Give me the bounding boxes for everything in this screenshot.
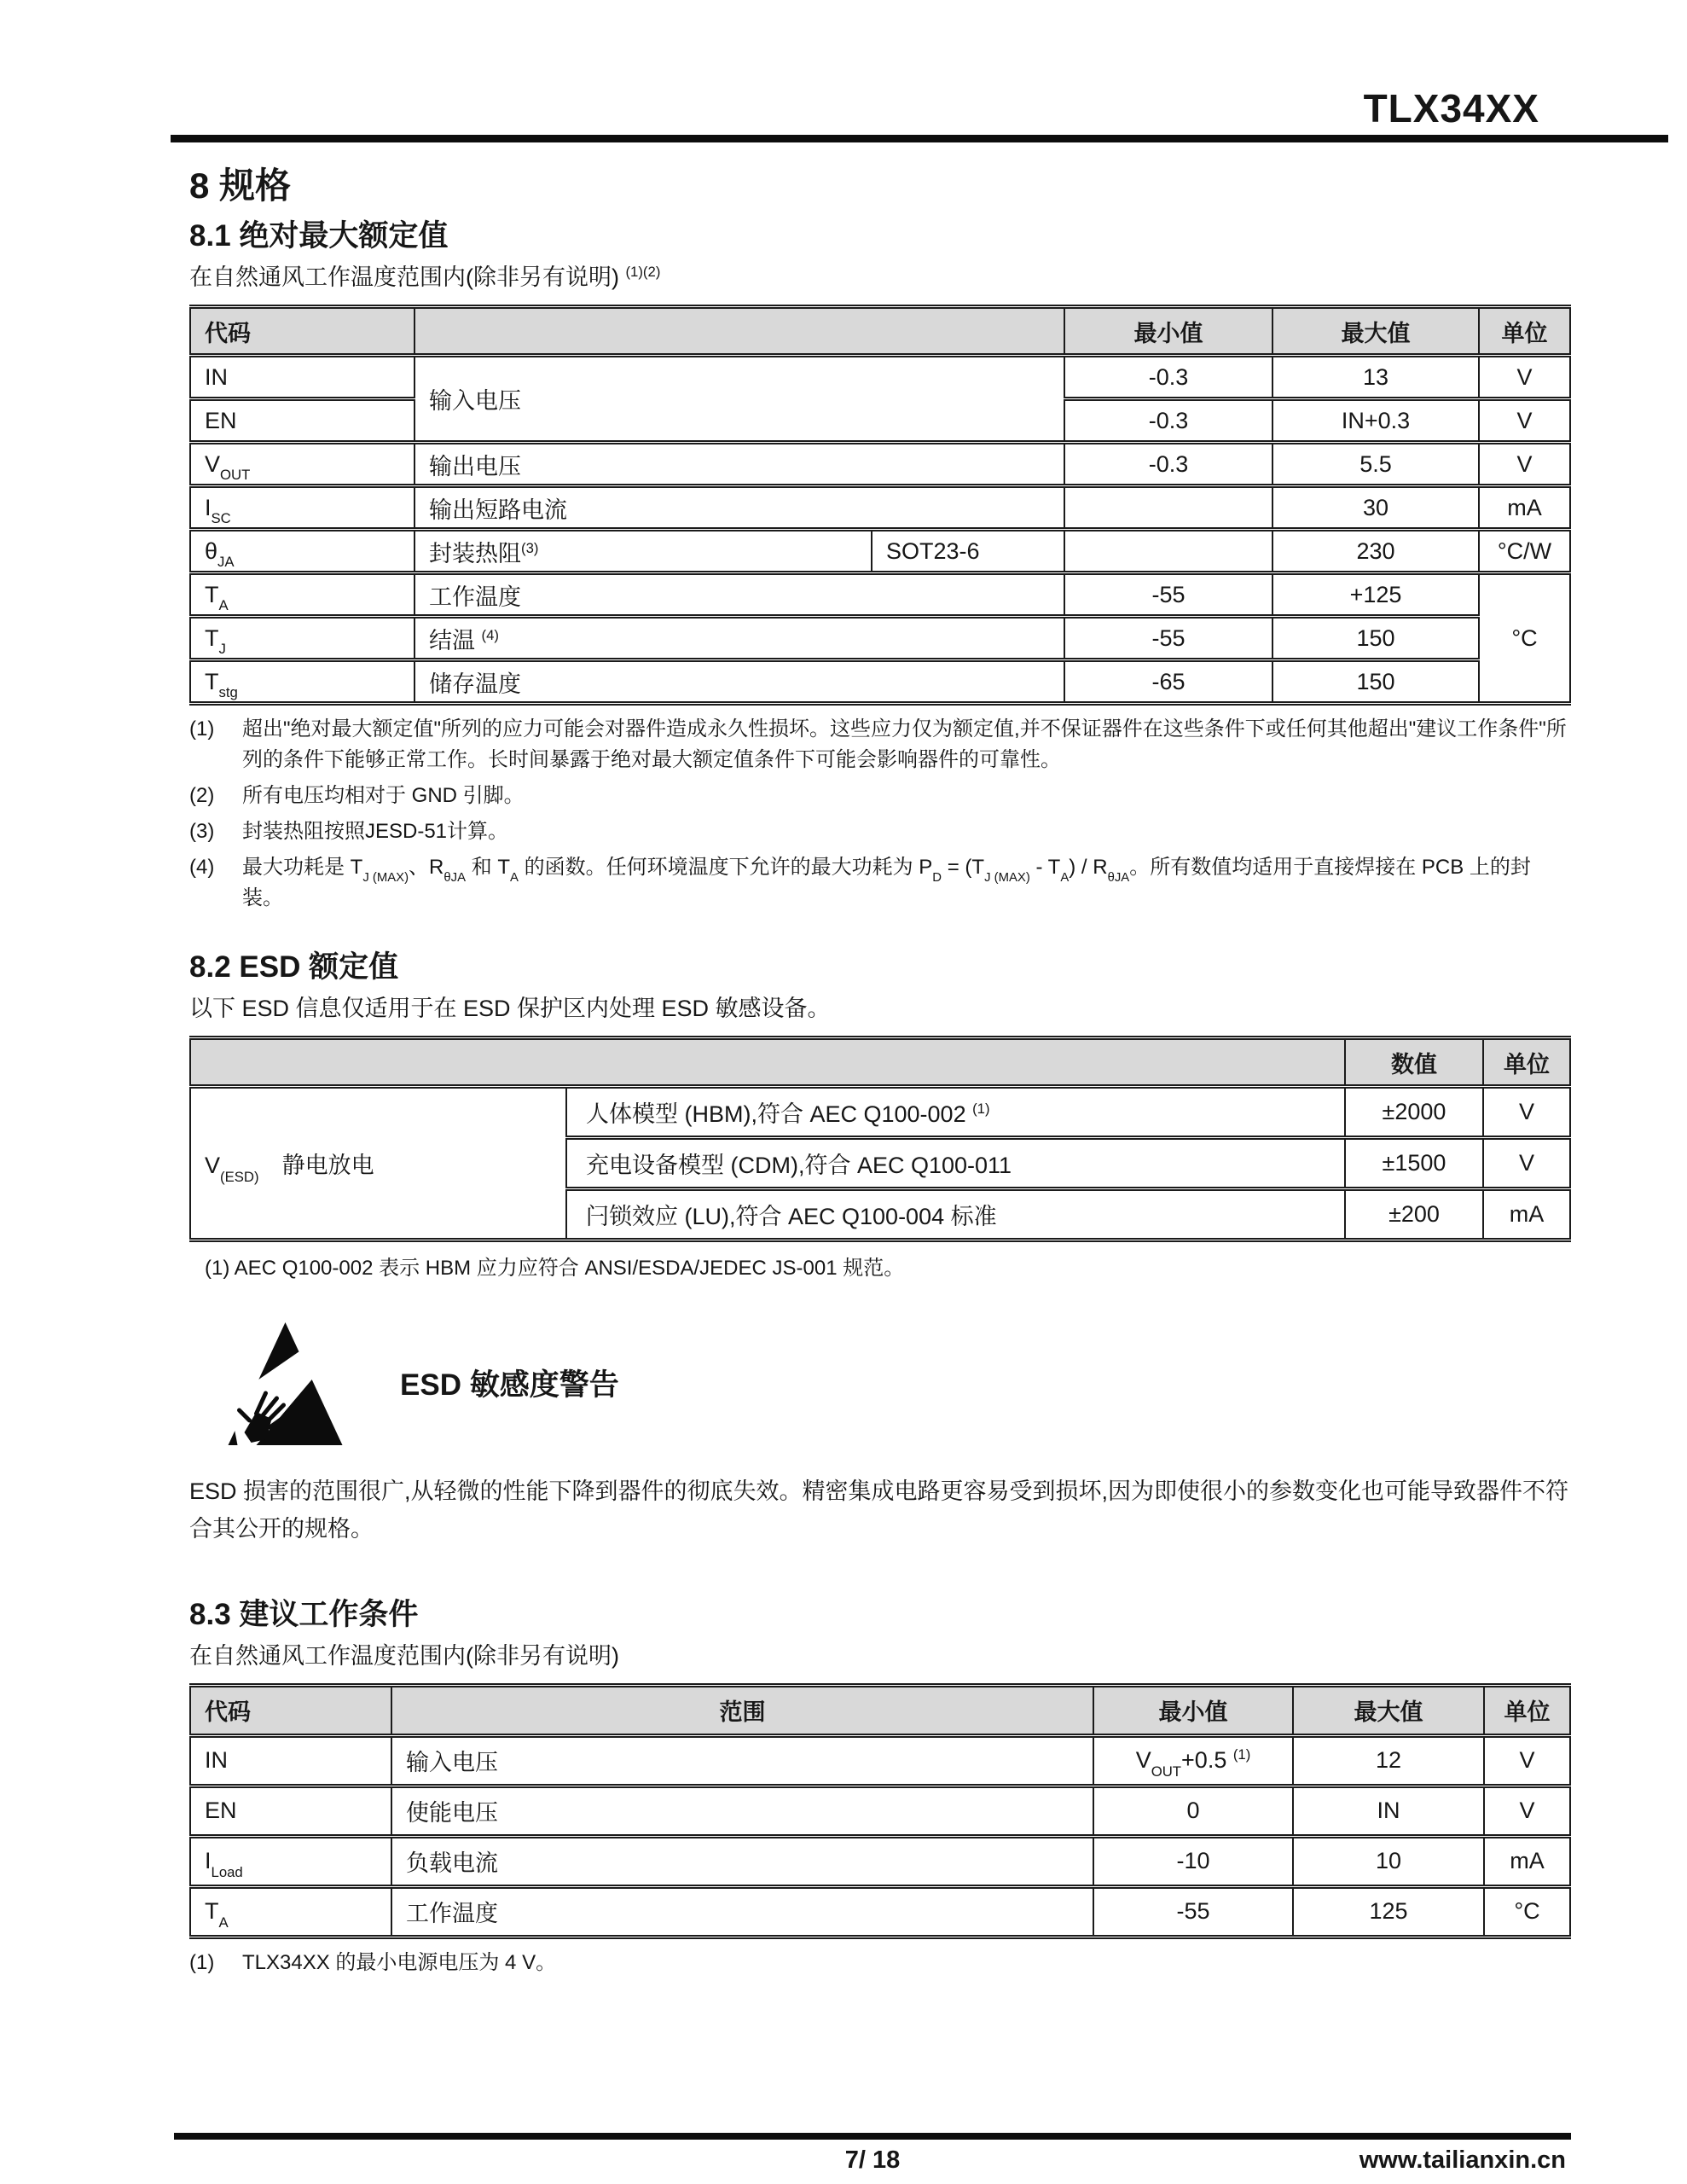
cell-unit: V [1479, 443, 1570, 486]
cell-unit: °C/W [1479, 530, 1570, 573]
cell-max: 5.5 [1272, 443, 1479, 486]
cell-desc-latchup: 闩锁效应 (LU),符合 AEC Q100-004 标准 [566, 1189, 1345, 1240]
cell-min: $V_{OUT}+0.5$ $^{(1)}$ [1093, 1735, 1293, 1786]
table-header-row [190, 1038, 1570, 1087]
cell-code-iload: $I_{Load}$ [190, 1836, 391, 1886]
footer-page-number: 7/ 18 [844, 2146, 901, 2174]
col-header-code: 代码 [190, 1685, 391, 1735]
cell-min: -55 [1093, 1886, 1293, 1937]
footnote-3 [189, 816, 1569, 847]
cell-range-load-current: 负载电流 [391, 1836, 1093, 1886]
footnote-text: 超出"绝对最大额定值"所列的应力可能会对器件造成永久性损坏。这些应力仅为额定值,并不保证器件在这些条件下或任何其他超出"建议工作条件"所列的条件下能够正常工作。长时间暴露于绝对最大额定值条件下可能会影响器件的可靠性。 [242, 717, 1567, 772]
cell-desc-thermal-resistance: 封装热阻$^{(3)}$ [415, 530, 872, 573]
cell-vesd-label: $V_{(ESD)}$ 静电放电 [190, 1087, 566, 1240]
footnote-1 [189, 714, 1569, 775]
cell-code-en: EN [190, 399, 415, 443]
cell-desc-storage-temp: 储存温度 [415, 660, 1064, 704]
col-header-code: 代码 [190, 307, 415, 356]
cell-code-ta: $T_A$ [190, 1886, 391, 1937]
table-header-row [190, 307, 1570, 356]
col-header-unit: 单位 [1483, 1038, 1570, 1087]
cell-value: ±2000 [1345, 1087, 1483, 1138]
cell-min: -55 [1064, 573, 1272, 617]
cell-unit: °C [1484, 1886, 1570, 1937]
table-row-theta-ja [190, 530, 1570, 573]
cell-code-tj: $T_J$ [190, 617, 415, 660]
cell-unit: V [1479, 356, 1570, 399]
esd-ratings-table [189, 1036, 1571, 1242]
cell-max: 150 [1272, 660, 1479, 704]
cell-package-sot23-6: SOT23-6 [872, 530, 1064, 573]
cell-unit: V [1479, 399, 1570, 443]
recommended-operating-conditions-table [189, 1683, 1571, 1939]
table-row-ta [190, 573, 1570, 617]
col-header-range: 范围 [391, 1685, 1093, 1735]
footer-rule [174, 2133, 1571, 2140]
cell-min: 0 [1093, 1786, 1293, 1836]
esd-warning-title: ESD 敏感度警告 [400, 1368, 619, 1403]
cell-range-enable-voltage: 使能电压 [391, 1786, 1093, 1836]
header-rule [171, 135, 1668, 142]
cell-desc-junction-temp: 结温 $^{(4)}$ [415, 617, 1064, 660]
col-header-unit: 单位 [1479, 307, 1570, 356]
table-row-isc [190, 486, 1570, 530]
cell-min: -0.3 [1064, 356, 1272, 399]
cell-min [1064, 530, 1272, 573]
cell-min: -55 [1064, 617, 1272, 660]
table-row-tj [190, 617, 1570, 660]
content-column [189, 166, 1569, 1984]
table-header-row [190, 1685, 1570, 1735]
table-row-tstg [190, 660, 1570, 704]
section-8-1-heading: 8.1 绝对最大额定值 [189, 219, 449, 253]
footnote-2 [189, 781, 1569, 811]
cell-desc-cdm: 充电设备模型 (CDM),符合 AEC Q100-011 [566, 1138, 1345, 1189]
cell-code-theta-ja: $\theta_{JA}$ [190, 530, 415, 573]
cell-min: -10 [1093, 1836, 1293, 1886]
cell-unit: V [1483, 1087, 1570, 1138]
footnote-marker: (1) [189, 717, 215, 741]
col-header-unit: 单位 [1484, 1685, 1570, 1735]
cell-min: -0.3 [1064, 443, 1272, 486]
table-row-vout [190, 443, 1570, 486]
cell-min: -65 [1064, 660, 1272, 704]
footnote-1 [189, 1948, 1569, 1978]
cell-code-ta: $T_A$ [190, 573, 415, 617]
cell-unit-celsius-merged: °C [1479, 573, 1570, 704]
cell-code-in: IN [190, 356, 415, 399]
footer-website-link[interactable]: www.tailianxin.cn [1359, 2146, 1566, 2174]
col-header-min: 最小值 [1093, 1685, 1293, 1735]
col-header-blank [190, 1038, 1345, 1087]
esd-warning-block [223, 1318, 1569, 1448]
cell-value: ±1500 [1345, 1138, 1483, 1189]
cell-range-operating-temp: 工作温度 [391, 1886, 1093, 1937]
footnote-marker: (1) [189, 1950, 215, 1974]
cell-code-tstg: $T_{stg}$ [190, 660, 415, 704]
section-8-2-intro: 以下 ESD 信息仅适用于在 ESD 保护区内处理 ESD 敏感设备。 [189, 996, 831, 1022]
absolute-maximum-ratings-table [189, 305, 1571, 706]
cell-code-en: EN [190, 1786, 391, 1836]
section-8-3-footnotes [189, 1948, 1569, 1978]
section-8-1-intro: 在自然通风工作温度范围内(除非另有说明) $^{(1)(2)}$ [189, 264, 661, 291]
footnote-marker: (4) [189, 856, 215, 880]
table-row-in [190, 356, 1570, 399]
cell-min: -0.3 [1064, 399, 1272, 443]
doc-title: TLX34XX [1363, 86, 1539, 131]
cell-desc-output-voltage: 输出电压 [415, 443, 1064, 486]
table-row-hbm [190, 1087, 1570, 1138]
cell-max: 13 [1272, 356, 1479, 399]
cell-code-isc: $I_{SC}$ [190, 486, 415, 530]
footnote-text: 所有电压均相对于 GND 引脚。 [242, 784, 525, 808]
footnote-4 [189, 852, 1569, 914]
table-row-iload [190, 1836, 1570, 1886]
cell-range-input-voltage: 输入电压 [391, 1735, 1093, 1786]
col-header-max: 最大值 [1272, 307, 1479, 356]
section-8-1-footnotes [189, 714, 1569, 914]
cell-desc-short-circuit-current: 输出短路电流 [415, 486, 1064, 530]
cell-unit: mA [1483, 1189, 1570, 1240]
cell-unit: mA [1484, 1836, 1570, 1886]
section-8-heading: 8 规格 [189, 166, 292, 206]
section-8-3-intro: 在自然通风工作温度范围内(除非另有说明) [189, 1642, 619, 1669]
cell-value: ±200 [1345, 1189, 1483, 1240]
esd-sensitivity-triangle-hand-icon [223, 1318, 347, 1448]
cell-unit: V [1484, 1786, 1570, 1836]
table-row-en [190, 1786, 1570, 1836]
cell-max: IN [1293, 1786, 1484, 1836]
footnote-marker: (2) [189, 784, 215, 808]
cell-max: 150 [1272, 617, 1479, 660]
section-8-2-footnote: (1) AEC Q100-002 表示 HBM 应力应符合 ANSI/ESDA/JEDEC JS-001 规范。 [205, 1257, 905, 1281]
cell-max: 10 [1293, 1836, 1484, 1886]
cell-unit: V [1484, 1735, 1570, 1786]
col-header-min: 最小值 [1064, 307, 1272, 356]
cell-unit: V [1483, 1138, 1570, 1189]
col-header-value: 数值 [1345, 1038, 1483, 1087]
col-header-desc [415, 307, 1064, 356]
section-8-2-heading: 8.2 ESD 额定值 [189, 950, 399, 985]
cell-desc-hbm: 人体模型 (HBM),符合 AEC Q100-002 $^{(1)}$ [566, 1087, 1345, 1138]
cell-code-vout: $V_{OUT}$ [190, 443, 415, 486]
cell-code-in: IN [190, 1735, 391, 1786]
cell-max: 125 [1293, 1886, 1484, 1937]
esd-warning-paragraph: ESD 损害的范围很广,从轻微的性能下降到器件的彻底失效。精密集成电路更容易受到损坏,因为即使很小的参数变化也可能导致器件不符合其公开的规格。 [189, 1478, 1569, 1542]
cell-max: IN+0.3 [1272, 399, 1479, 443]
cell-max: 30 [1272, 486, 1479, 530]
cell-max: 12 [1293, 1735, 1484, 1786]
cell-desc-operating-temp: 工作温度 [415, 573, 1064, 617]
cell-unit: mA [1479, 486, 1570, 530]
footnote-text: TLX34XX 的最小电源电压为 4 V。 [242, 1950, 557, 1974]
col-header-max: 最大值 [1293, 1685, 1484, 1735]
footnote-marker: (3) [189, 820, 215, 844]
cell-desc-input-voltage: 输入电压 [415, 356, 1064, 443]
cell-max: 230 [1272, 530, 1479, 573]
table-row-in [190, 1735, 1570, 1786]
table-row-ta [190, 1886, 1570, 1937]
cell-min [1064, 486, 1272, 530]
footnote-text: 最大功耗是 $T_{J (MAX)}$、$R_{\theta JA}$ 和 $T_A$ 的函数。任何环境温度下允许的最大功耗为 $P_D = (T_{J (MAX)} - T_A) / R_{\theta JA}$。所有数值均适用于直接焊接在 PCB 上的封装。 [242, 856, 1531, 910]
cell-max: +125 [1272, 573, 1479, 617]
section-8-3-heading: 8.3 建议工作条件 [189, 1597, 419, 1631]
footnote-text: 封装热阻按照JESD-51计算。 [242, 820, 509, 844]
